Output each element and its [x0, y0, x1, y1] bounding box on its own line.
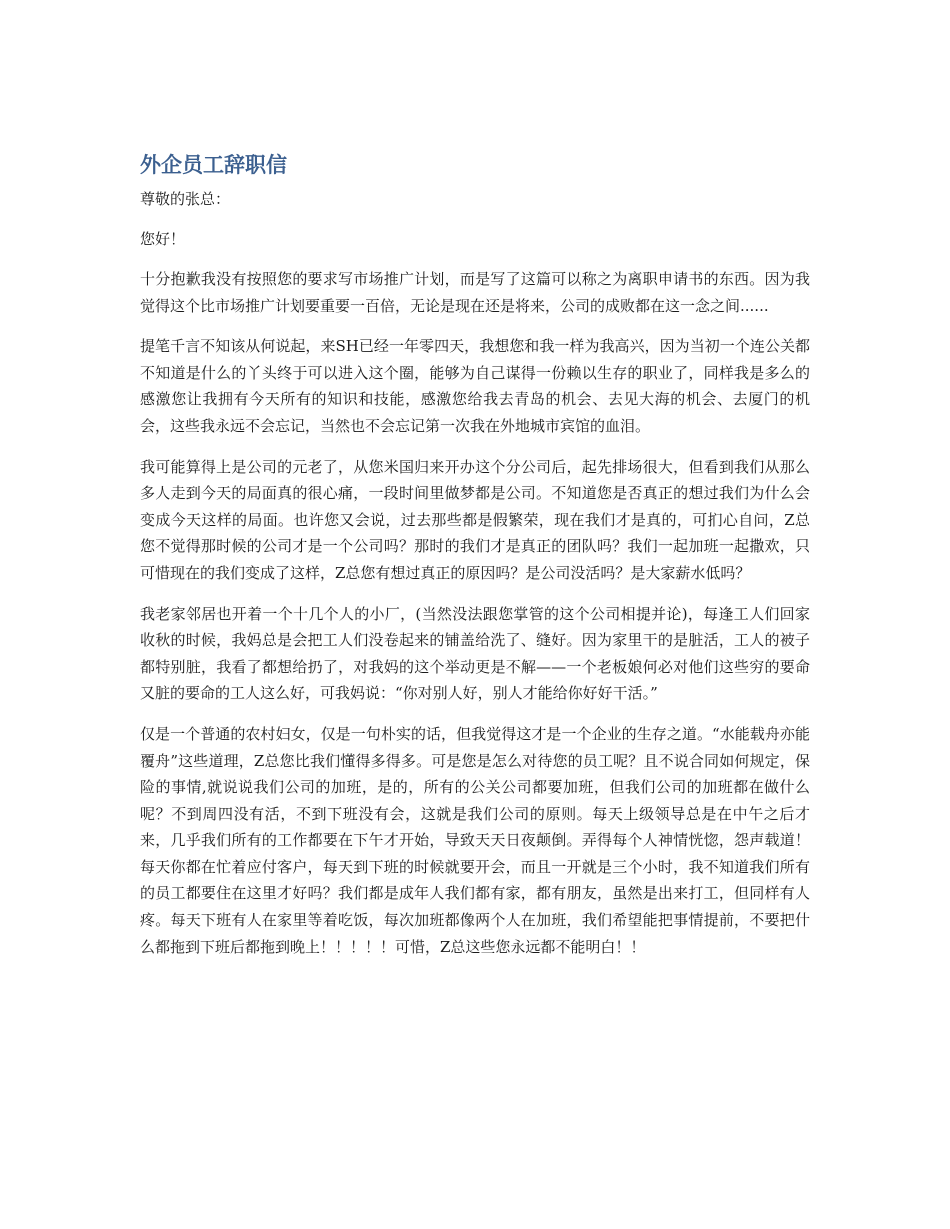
paragraph-1: 十分抱歉我没有按照您的要求写市场推广计划，而是写了这篇可以称之为离职申请书的东西。因为我觉得这个比市场推广计划要重要一百倍，无论是现在还是将来，公司的成败都在这一念之间...... [140, 270, 810, 315]
paragraph-3: 我可能算得上是公司的元老了，从您米国归来开办这个分公司后，起先排场很大，但看到我们从那么多人走到今天的局面真的很心痛，一段时间里做梦都是公司。不知道您是否真正的想过我们为什么会变成今天这样的局面。也许您又会说，过去那些都是假繁荣，现在我们才是真的，可扪心自问，Z总您不觉得那时候的公司才是一个公司吗？那时的我们才是真正的团队吗？我们一起加班一起撒欢，只可惜现在的我们变成了这样，Z总您有想过真正的原因吗？是公司没活吗？是大家薪水低吗？ [140, 457, 810, 582]
greeting: 您好！ [140, 230, 186, 248]
paragraph-4: 我老家邻居也开着一个十几个人的小厂，(当然没法跟您掌管的这个公司相提并论)，每逢工人们回家收秋的时候，我妈总是会把工人们没卷起来的铺盖给洗了、缝好。因为家里干的是脏活，工人的被子都特别脏，我看了都想给扔了，对我妈的这个举动更是不解——一个老板娘何必对他们这些穷的要命又脏的要命的工人这么好，可我妈说：“你对别人好，别人才能给你好好干活。” [140, 604, 810, 703]
document-page [140, 150, 810, 974]
document-title: 外企员工辞职信 [140, 153, 287, 177]
paragraph-2: 提笔千言不知该从何说起，来SH已经一年零四天，我想您和我一样为我高兴，因为当初一个连公关都不知道是什么的丫头终于可以进入这个圈，能够为自己谋得一份赖以生存的职业了，同样我是多么的感激您让我拥有今天所有的知识和技能，感激您给我去青岛的机会、去见大海的机会、去厦门的机会，这些我永远不会忘记，当然也不会忘记第一次我在外地城市宾馆的血泪。 [140, 337, 810, 435]
salutation: 尊敬的张总： [140, 190, 231, 208]
paragraph-5: 仅是一个普通的农村妇女，仅是一句朴实的话，但我觉得这才是一个企业的生存之道。“水能载舟亦能覆舟”这些道理，Z总您比我们懂得多得多。可是您是怎么对待您的员工呢？且不说合同如何规定，保险的事情,就说说我们公司的加班，是的，所有的公关公司都要加班，但我们公司的加班都在做什么呢？不到周四没有活，不到下班没有会，这就是我们公司的原则。每天上级领导总是在中午之后才来，几乎我们所有的工作都要在下午才开始，导致天天日夜颠倒。弄得每个人神情恍惚，怨声载道！每天你都在忙着应付客户，每天到下班的时候就要开会，而且一开就是三个小时，我不知道我们所有的员工都要住在这里才好吗？我们都是成年人我们都有家，都有朋友，虽然是出来打工，但同样有人疼。每天下班有人在家里等着吃饭，每次加班都像两个人在加班，我们希望能把事情提前，不要把什么都拖到下班后都拖到晚上！！！！！可惜，Z总这些您永远都不能明白！！ [140, 724, 810, 956]
